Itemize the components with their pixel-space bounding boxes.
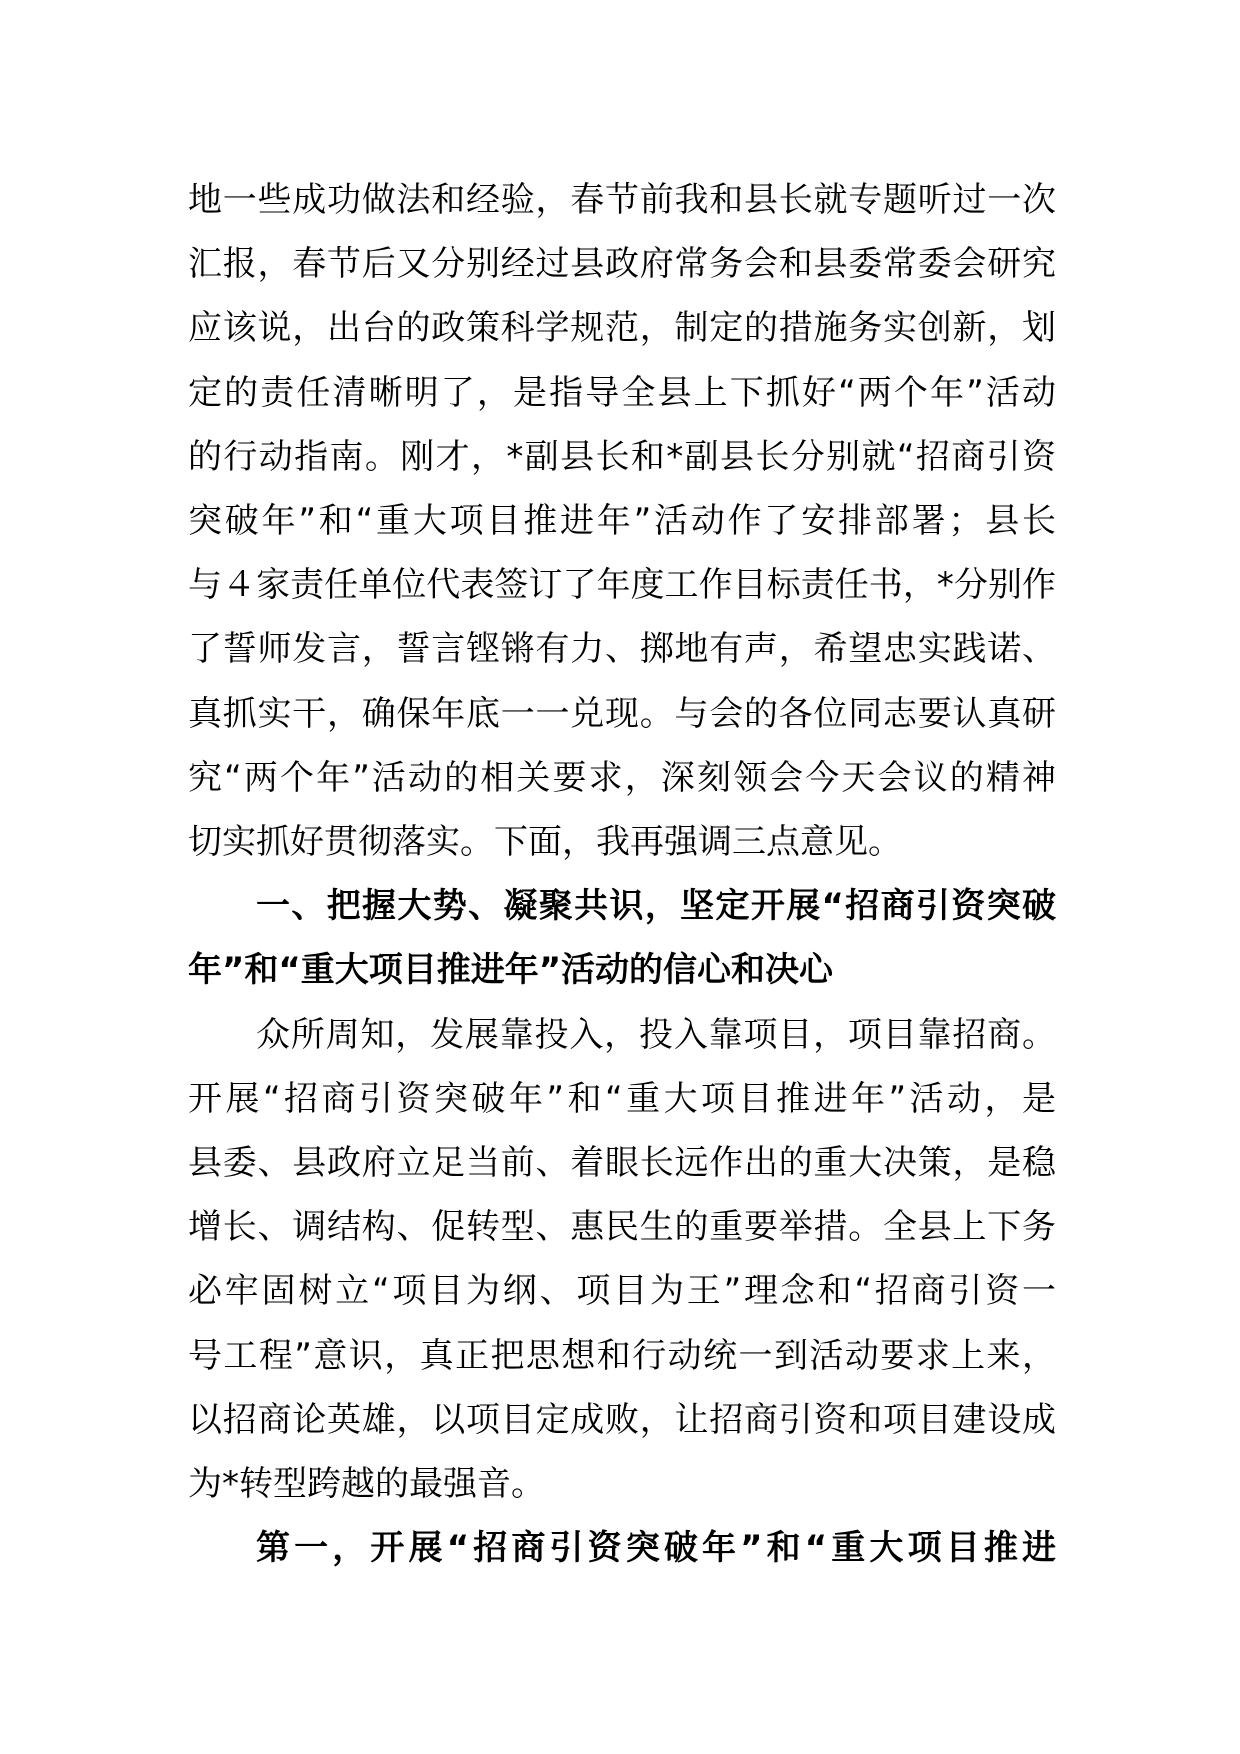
- text-line: 真抓实干，确保年底一一兑现。与会的各位同志要认真研: [188, 693, 1056, 734]
- text-line: 为*转型跨越的最强音。: [188, 1464, 545, 1505]
- paragraph-intro: [188, 168, 1056, 874]
- heading-line: 第一，开展“招商引资突破年”和“重大项目推进: [256, 1528, 1056, 1569]
- text-line: 县委、县政府立足当前、着眼长远作出的重大决策，是稳: [188, 1143, 1056, 1184]
- text-line: 定的责任清晰明了，是指导全县上下抓好“两个年”活动: [188, 372, 1056, 413]
- text-line: 开展“招商引资突破年”和“重大项目推进年”活动，是: [188, 1078, 1056, 1119]
- section-heading-2: [188, 1516, 1056, 1580]
- text-line: 了誓师发言，誓言铿锵有力、掷地有声，希望忠实践诺、: [188, 629, 1056, 670]
- text-line: 汇报，春节后又分别经过县政府常务会和县委常委会研究: [188, 244, 1056, 285]
- text-line: 增长、调结构、促转型、惠民生的重要举措。全县上下务: [188, 1207, 1056, 1248]
- text-line: 突破年”和“重大项目推进年”活动作了安排部署；县长: [188, 501, 1056, 542]
- text-line: 以招商论英雄，以项目定成败，让招商引资和项目建设成: [188, 1399, 1056, 1440]
- text-line: 的行动指南。刚才，*副县长和*副县长分别就“招商引资: [188, 436, 1056, 477]
- heading-line: 一、把握大势、凝聚共识，坚定开展“招商引资突破: [256, 886, 1056, 927]
- text-line: 究“两个年”活动的相关要求，深刻领会今天会议的精神: [188, 757, 1056, 798]
- paragraph-body: [188, 1003, 1056, 1517]
- text-line: 地一些成功做法和经验，春节前我和县长就专题听过一次: [188, 180, 1056, 220]
- text-line: 号工程”意识，真正把思想和行动统一到活动要求上来，: [188, 1335, 1056, 1376]
- document-body: [188, 168, 1056, 1580]
- text-line: 众所周知，发展靠投入，投入靠项目，项目靠招商。: [256, 1014, 1056, 1055]
- heading-line: 年”和“重大项目推进年”活动的信心和决心: [188, 950, 834, 991]
- text-line: 必牢固树立“项目为纲、项目为王”理念和“招商引资一: [188, 1271, 1056, 1312]
- text-line: 切实抓好贯彻落实。下面，我再强调三点意见。: [188, 822, 902, 863]
- text-line: 应该说，出台的政策科学规范，制定的措施务实创新，划: [188, 308, 1056, 349]
- text-line: 与４家责任单位代表签订了年度工作目标责任书，*分别作: [188, 565, 1056, 606]
- section-heading-1: [188, 874, 1056, 1002]
